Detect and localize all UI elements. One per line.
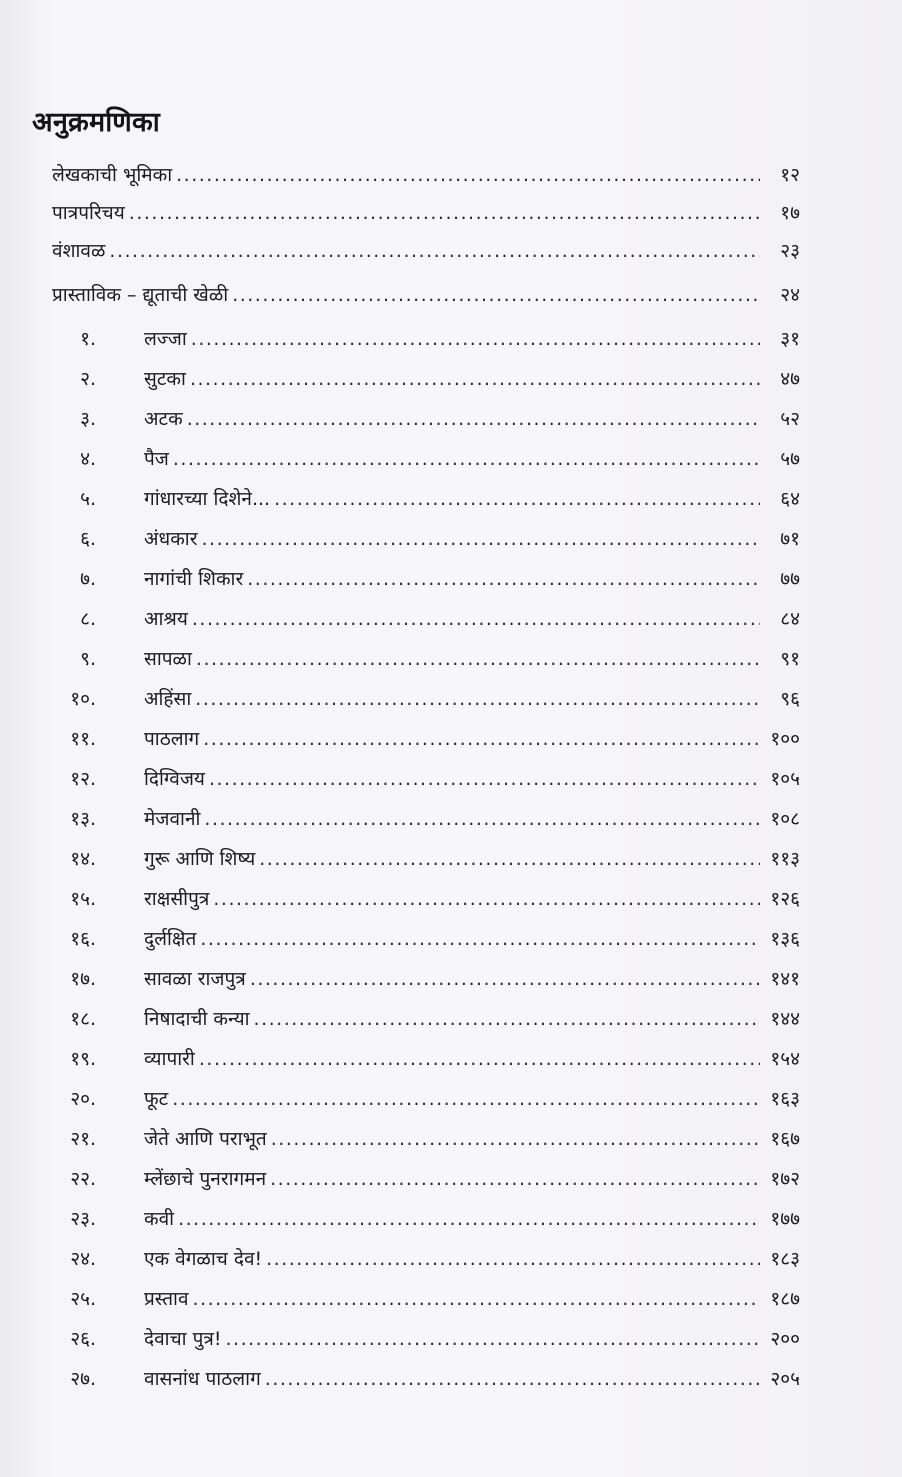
chapter-page: ६४ — [780, 488, 800, 510]
toc-entry-chapter — [52, 802, 800, 836]
toc-entry-chapter — [52, 1282, 800, 1316]
chapter-number: १२. — [70, 768, 96, 790]
chapter-title: सापळा — [144, 648, 192, 670]
chapter-page: १२६ — [770, 888, 800, 910]
chapter-number: ११. — [70, 728, 96, 750]
chapter-number: १७. — [70, 968, 96, 990]
chapter-page: १८७ — [770, 1288, 800, 1310]
chapter-page: ५२ — [780, 408, 800, 430]
leader-dots — [173, 442, 760, 476]
chapter-page: १०८ — [770, 808, 800, 830]
chapter-title: राक्षसीपुत्र — [144, 888, 210, 910]
entry-page: १२ — [780, 164, 800, 186]
chapter-title: अटक — [144, 408, 183, 430]
toc-entry-chapter — [52, 1322, 800, 1356]
chapter-number: १०. — [70, 688, 96, 710]
toc-entry-front — [52, 234, 800, 268]
leader-dots — [176, 158, 760, 192]
leader-dots — [178, 1202, 760, 1236]
chapter-page: ३१ — [780, 328, 800, 350]
chapter-page: ५७ — [780, 448, 800, 470]
leader-dots — [254, 1002, 760, 1036]
toc-entry-chapter — [52, 1242, 800, 1276]
chapter-page: ९१ — [780, 648, 800, 670]
toc-entry-chapter — [52, 1122, 800, 1156]
chapter-title: नागांची शिकार — [144, 568, 244, 590]
entry-title: लेखकाची भूमिका — [52, 164, 173, 186]
leader-dots — [129, 196, 760, 230]
chapter-number: २. — [80, 368, 96, 390]
toc-entry-chapter — [52, 1002, 800, 1036]
chapter-page: १७७ — [770, 1208, 800, 1230]
toc-entry-chapter — [52, 1042, 800, 1076]
chapter-number: ४. — [80, 448, 96, 470]
chapter-page: ७१ — [780, 528, 800, 550]
leader-dots — [202, 522, 761, 556]
leader-dots — [213, 882, 760, 916]
entry-title: पात्रपरिचय — [52, 202, 125, 224]
chapter-number: २१. — [70, 1128, 96, 1150]
chapter-title: आश्रय — [144, 608, 188, 630]
chapter-title: गुरू आणि शिष्य — [144, 848, 256, 870]
leader-dots — [172, 1082, 760, 1116]
chapter-title: म्लेंछाचे पुनरागमन — [144, 1168, 267, 1190]
toc-entry-chapter — [52, 842, 800, 876]
chapter-number: १४. — [70, 848, 96, 870]
chapter-page: १३६ — [770, 928, 800, 950]
chapter-title: कवी — [144, 1208, 175, 1230]
chapter-page: २०५ — [770, 1368, 800, 1390]
entry-page: २३ — [780, 240, 800, 262]
chapter-title: जेते आणि पराभूत — [144, 1128, 267, 1150]
chapter-title: प्रस्ताव — [144, 1288, 189, 1310]
chapter-number: १६. — [70, 928, 96, 950]
chapter-title: फूट — [144, 1088, 169, 1110]
chapter-number: २७. — [70, 1368, 96, 1390]
leader-dots — [274, 482, 760, 516]
chapter-title: गांधारच्या दिशेने... — [144, 488, 271, 510]
leader-dots — [266, 1242, 760, 1276]
entry-page: १७ — [780, 202, 800, 224]
chapter-title: वासनांध पाठलाग — [144, 1368, 261, 1390]
chapter-number: २३. — [70, 1208, 96, 1230]
toc-entry-chapter — [52, 562, 800, 596]
chapter-number: १३. — [70, 808, 96, 830]
chapter-number: ९. — [80, 648, 96, 670]
leader-dots — [190, 362, 760, 396]
toc-entry-chapter — [52, 522, 800, 556]
toc-entry-chapter — [52, 322, 800, 356]
chapter-title: लज्जा — [144, 328, 187, 350]
chapter-number: २५. — [70, 1288, 96, 1310]
chapter-title: देवाचा पुत्र! — [144, 1328, 222, 1350]
chapter-title: व्यापारी — [144, 1048, 195, 1070]
chapter-title: पैज — [144, 448, 169, 470]
chapter-title: दिग्विजय — [144, 768, 205, 790]
leader-dots — [250, 962, 760, 996]
toc-entry-chapter — [52, 602, 800, 636]
chapter-number: ६. — [80, 528, 96, 550]
toc-entry-chapter — [52, 682, 800, 716]
page-title: अनुक्रमणिका — [32, 107, 160, 138]
toc-entry-chapter — [52, 722, 800, 756]
leader-dots — [191, 322, 760, 356]
toc-entry-chapter — [52, 922, 800, 956]
chapter-page: १७२ — [770, 1168, 800, 1190]
entry-page: २४ — [780, 284, 800, 306]
chapter-page: १८३ — [770, 1248, 800, 1270]
chapter-page: २०० — [770, 1328, 800, 1350]
chapter-number: १८. — [70, 1008, 96, 1030]
chapter-page: ४७ — [780, 368, 800, 390]
chapter-number: ३. — [80, 408, 96, 430]
toc-entry-chapter — [52, 762, 800, 796]
toc-entry-chapter — [52, 362, 800, 396]
chapter-title: अहिंसा — [144, 688, 192, 710]
toc-entry-chapter — [52, 1202, 800, 1236]
toc-entry-chapter — [52, 482, 800, 516]
leader-dots — [109, 234, 760, 268]
chapter-page: ८४ — [780, 608, 800, 630]
chapter-title: सुटका — [144, 368, 186, 390]
chapter-title: दुर्लक्षित — [144, 928, 197, 950]
toc-entry-front — [52, 196, 800, 230]
leader-dots — [200, 922, 760, 956]
chapter-page: ११३ — [770, 848, 800, 870]
chapter-number: ८. — [80, 608, 96, 630]
leader-dots — [265, 1362, 760, 1396]
chapter-title: एक वेगळाच देव! — [144, 1248, 263, 1270]
chapter-number: ५. — [80, 488, 96, 510]
chapter-title: पाठलाग — [144, 728, 200, 750]
chapter-title: सावळा राजपुत्र — [144, 968, 246, 990]
chapter-page: १४४ — [770, 1008, 800, 1030]
toc-entry-chapter — [52, 882, 800, 916]
chapter-page: १५४ — [770, 1048, 800, 1070]
toc-entry-chapter — [52, 1162, 800, 1196]
toc-entry-front — [52, 158, 800, 192]
leader-dots — [209, 762, 760, 796]
chapter-page: ९६ — [780, 688, 800, 710]
leader-dots — [195, 682, 760, 716]
chapter-number: २६. — [70, 1328, 96, 1350]
chapter-page: ७७ — [780, 568, 800, 590]
leader-dots — [187, 402, 760, 436]
leader-dots — [270, 1162, 760, 1196]
toc-entry-chapter — [52, 1082, 800, 1116]
leader-dots — [259, 842, 760, 876]
leader-dots — [204, 802, 760, 836]
chapter-title: निषादाची कन्या — [144, 1008, 250, 1030]
toc-entry-chapter — [52, 642, 800, 676]
chapter-number: २०. — [70, 1088, 96, 1110]
leader-dots — [203, 722, 760, 756]
leader-dots — [226, 1322, 761, 1356]
leader-dots — [196, 642, 760, 676]
leader-dots — [232, 278, 760, 312]
entry-title: वंशावळ — [52, 240, 106, 262]
chapter-number: १९. — [70, 1048, 96, 1070]
chapter-number: २४. — [70, 1248, 96, 1270]
toc-entry-chapter — [52, 402, 800, 436]
toc-entry-chapter — [52, 1362, 800, 1396]
toc-entry-front — [52, 278, 800, 312]
leader-dots — [193, 1282, 760, 1316]
chapter-page: १४१ — [770, 968, 800, 990]
toc-entry-chapter — [52, 442, 800, 476]
chapter-number: ७. — [80, 568, 96, 590]
leader-dots — [199, 1042, 760, 1076]
leader-dots — [192, 602, 760, 636]
chapter-title: अंधकार — [144, 528, 198, 550]
chapter-title: मेजवानी — [144, 808, 201, 830]
chapter-page: १०५ — [770, 768, 800, 790]
leader-dots — [271, 1122, 760, 1156]
chapter-page: १६३ — [770, 1088, 800, 1110]
leader-dots — [247, 562, 760, 596]
chapter-number: १५. — [70, 888, 96, 910]
chapter-page: १६७ — [770, 1128, 800, 1150]
chapter-number: १. — [80, 328, 96, 350]
entry-title: प्रास्ताविक – द्यूताची खेळी — [52, 284, 229, 306]
toc-entry-chapter — [52, 962, 800, 996]
chapter-number: २२. — [70, 1168, 96, 1190]
chapter-page: १०० — [770, 728, 800, 750]
